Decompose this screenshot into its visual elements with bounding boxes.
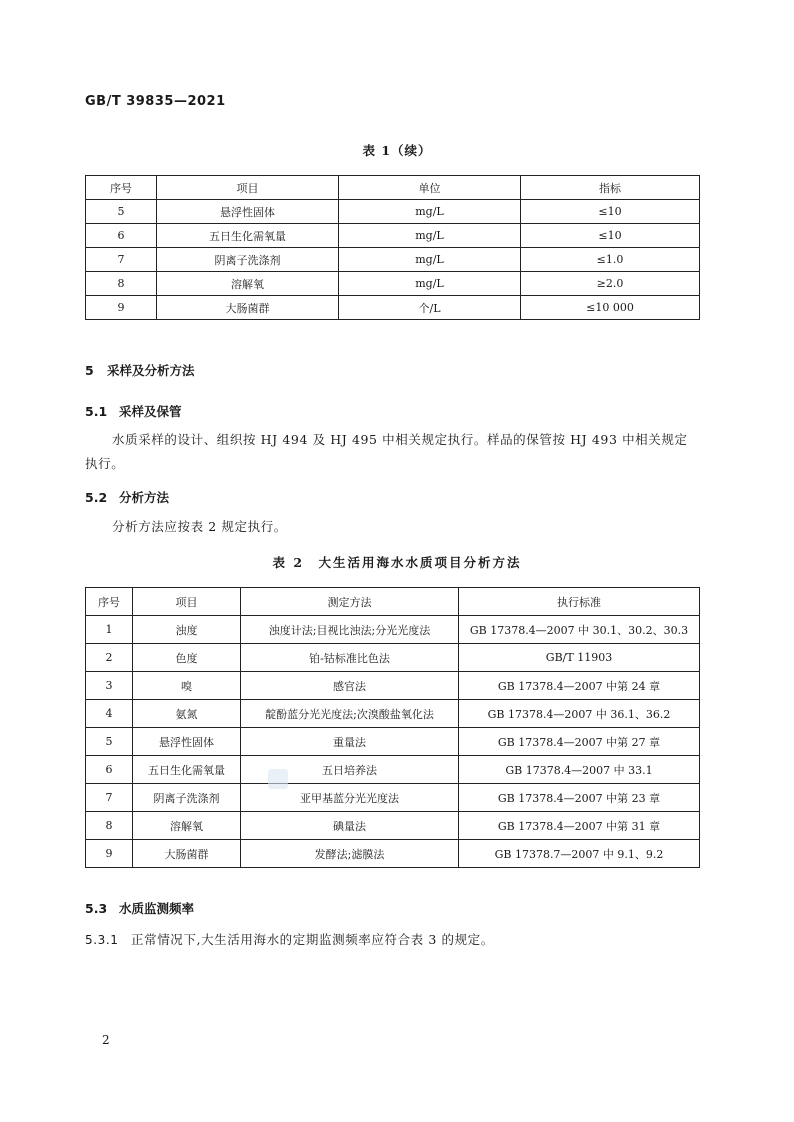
table1-cell: 大肠菌群 [157,296,339,320]
table2-cell: 3 [86,672,133,700]
table2-row [86,700,700,728]
table2-cell: GB/T 11903 [459,644,700,672]
table2-cell: 感官法 [241,672,459,700]
section-number: 5.2 [85,490,108,505]
table2-cell: 铂-钴标准比色法 [241,644,459,672]
table2-cell: 发酵法;滤膜法 [241,840,459,868]
table1-row [86,272,700,296]
table2-row [86,616,700,644]
page-number: 2 [102,1033,110,1047]
section-5-3-heading [85,899,194,917]
section-number: 5 [85,363,94,378]
section-title: 采样及分析方法 [107,363,195,378]
standard-code: GB/T 39835—2021 [85,94,226,109]
table1-cell: 五日生化需氧量 [157,224,339,248]
section-5-3-1-paragraph [85,928,494,952]
table2-cell: 大肠菌群 [133,840,241,868]
section-5-1-paragraph-line2: 执行。 [85,456,125,471]
section-title: 分析方法 [119,490,170,505]
table2-cell: 靛酚蓝分光光度法;次溴酸盐氧化法 [241,700,459,728]
table1-cell: ≤10 [521,200,700,224]
table2-header-cell: 序号 [86,588,133,616]
section-title: 水质监测频率 [119,901,195,916]
table1-row [86,296,700,320]
section-number: 5.3 [85,901,108,916]
table1-row [86,224,700,248]
table2-cell: GB 17378.4—2007 中 30.1、30.2、30.3 [459,616,700,644]
table2-cell: GB 17378.4—2007 中第 27 章 [459,728,700,756]
section-5-heading [85,361,195,379]
watermark-mark [268,769,288,789]
section-number: 5.1 [85,404,108,419]
section-5-1-paragraph-line1: 水质采样的设计、组织按 HJ 494 及 HJ 495 中相关规定执行。样品的保管按 HJ 493 中相关规定 [112,432,688,447]
table1-cell: 6 [86,224,157,248]
table2-cell: 8 [86,812,133,840]
table2-cell: 浊度计法;目视比浊法;分光光度法 [241,616,459,644]
table2-cell: 1 [86,616,133,644]
table2-header-cell: 执行标准 [459,588,700,616]
table2 [85,587,700,868]
table1-cell: 悬浮性固体 [157,200,339,224]
table2-header-cell: 项目 [133,588,241,616]
table2-cell: 阴离子洗涤剂 [133,784,241,812]
section-5-1-heading [85,402,182,420]
table1-header-cell: 指标 [521,176,700,200]
table2-row [86,728,700,756]
table2-row [86,644,700,672]
table2-cell: 2 [86,644,133,672]
table1-cell: mg/L [339,272,521,296]
table2-cell: 溶解氧 [133,812,241,840]
table2-cell: 浊度 [133,616,241,644]
table1-header-cell: 单位 [339,176,521,200]
table2-cell: GB 17378.4—2007 中 33.1 [459,756,700,784]
table1-header-cell: 序号 [86,176,157,200]
table2-cell: 五日生化需氧量 [133,756,241,784]
table1 [85,175,700,320]
section-5-2-heading [85,488,169,506]
table1-cell: ≤10 [521,224,700,248]
table1-caption: 表 1（续） [362,143,432,158]
table2-header-cell: 测定方法 [241,588,459,616]
table2-cell: GB 17378.4—2007 中第 31 章 [459,812,700,840]
table2-row [86,812,700,840]
table2-row [86,784,700,812]
table2-cell: 4 [86,700,133,728]
table2-cell: 重量法 [241,728,459,756]
table2-header-row [86,588,700,616]
table1-cell: ≥2.0 [521,272,700,296]
table1-cell: ≤1.0 [521,248,700,272]
section-5-2-paragraph: 分析方法应按表 2 规定执行。 [112,519,287,534]
table1-cell: mg/L [339,200,521,224]
table2-cell: 亚甲基蓝分光光度法 [241,784,459,812]
table2-cell: 7 [86,784,133,812]
table1-header-cell: 项目 [157,176,339,200]
table2-cell: GB 17378.4—2007 中第 24 章 [459,672,700,700]
table1-cell: 个/L [339,296,521,320]
table1-cell: mg/L [339,248,521,272]
table2-cell: GB 17378.4—2007 中第 23 章 [459,784,700,812]
table2-cell: 碘量法 [241,812,459,840]
table1-cell: mg/L [339,224,521,248]
table1-cell: 7 [86,248,157,272]
table1-row [86,200,700,224]
table2-row [86,672,700,700]
table2-caption: 表 2 大生活用海水水质项目分析方法 [272,555,522,570]
table2-row [86,756,700,784]
table1-cell: 阴离子洗涤剂 [157,248,339,272]
table1-row [86,248,700,272]
table1-cell: 溶解氧 [157,272,339,296]
table1-cell: 9 [86,296,157,320]
table2-cell: 五日培养法 [241,756,459,784]
clause-text: 正常情况下,大生活用海水的定期监测频率应符合表 3 的规定。 [131,932,494,947]
table1-cell: 5 [86,200,157,224]
section-title: 采样及保管 [119,404,182,419]
table2-cell: 9 [86,840,133,868]
table2-cell: 氨氮 [133,700,241,728]
table2-cell: 5 [86,728,133,756]
table2-cell: 6 [86,756,133,784]
table2-cell: 悬浮性固体 [133,728,241,756]
table1-cell: 8 [86,272,157,296]
table1-header-row [86,176,700,200]
table2-cell: GB 17378.4—2007 中 36.1、36.2 [459,700,700,728]
table2-cell: 色度 [133,644,241,672]
table1-cell: ≤10 000 [521,296,700,320]
table2-cell: 嗅 [133,672,241,700]
clause-number: 5.3.1 [85,933,119,947]
table2-row [86,840,700,868]
table2-cell: GB 17378.7—2007 中 9.1、9.2 [459,840,700,868]
